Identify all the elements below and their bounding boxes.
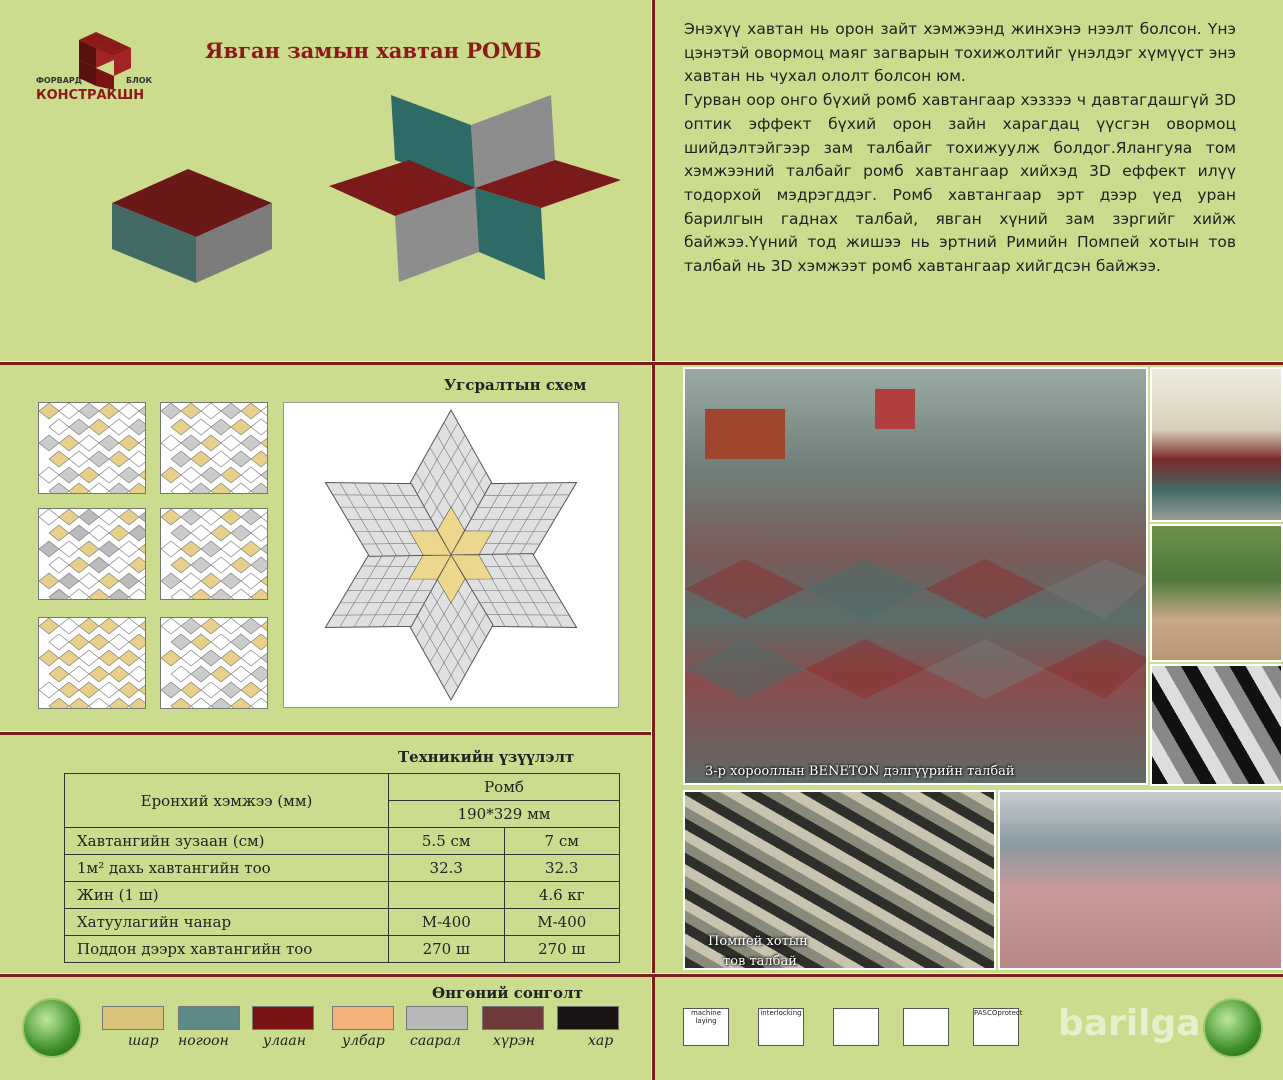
color-swatch-4 <box>332 1006 394 1030</box>
description-paragraph-2: Гурван оор онго бүхий ромб хавтангаар хэззээ ч давтагдашгүй 3D оптик эффект бүхий орон зайн харагдац үүсгэн овормоц шийдэлтэйгээр зам талбайг тохижуулж болдог.Ялангуяа том хэмжээний талбайг ромб хавтангаар хийхэд 3D еффект илүү тодорхой мэдрэгддэг. Ромб хавтангаар эрт дээр үед уран барилгын гаднах талбай, явган хүний зам зэргийг хийж байжээ.Үүний тод жишээ нь эртний Римийн Помпей хотын тов талбай нь 3D хэмжээт ромб хавтангаар хийгдсэн байжээ. <box>684 91 1236 276</box>
colors-section-title: Өнгөний сонголт <box>432 984 583 1002</box>
color-swatch-1 <box>102 1006 164 1030</box>
table-cell: 270 ш <box>389 936 505 963</box>
layout-section-title: Угсралтын схем <box>444 376 587 394</box>
paving-pattern-image <box>685 369 1148 785</box>
logo-brand-name: КОНСТРАКШН <box>36 88 145 103</box>
side-photo-2 <box>1150 524 1283 662</box>
certification-badge-icon <box>903 1008 949 1046</box>
certification-badge-icon: PASCOprotect <box>973 1008 1019 1046</box>
table-header-size: 190*329 мм <box>389 801 620 828</box>
tech-spec-table <box>64 773 620 963</box>
color-swatch-label: улаан <box>263 1033 306 1049</box>
table-row <box>65 936 620 963</box>
eco-globe-icon-right <box>1203 998 1263 1058</box>
pompeii-caption-line2: тов талбай <box>723 954 797 969</box>
table-row <box>65 828 620 855</box>
color-swatch-label: саарал <box>410 1033 461 1049</box>
table-cell: 1м² дахь хавтангийн тоо <box>65 855 389 882</box>
layout-pattern-1 <box>38 402 146 494</box>
layout-pattern-5 <box>38 617 146 709</box>
table-cell: Хатуулагийн чанар <box>65 909 389 936</box>
table-cell: 270 ш <box>504 936 620 963</box>
color-swatch-3 <box>252 1006 314 1030</box>
table-cell: 4.6 кг <box>504 882 620 909</box>
logo-word-left: ФОРВАРД <box>36 76 82 85</box>
table-cell: Поддон дээрх хавтангийн тоо <box>65 936 389 963</box>
tech-section-title: Техникийн үзүүлэлт <box>398 748 575 766</box>
table-row <box>65 855 620 882</box>
color-swatch-label: хүрэн <box>493 1033 535 1049</box>
rhombus-tile-cube-image <box>108 165 276 285</box>
color-swatch-label: шар <box>128 1033 159 1049</box>
table-header-product: Ромб <box>389 774 620 801</box>
table-row <box>65 774 620 801</box>
plaza-photo <box>998 790 1283 970</box>
divider-bottom <box>0 973 1283 977</box>
color-swatch-label: ногоон <box>178 1033 229 1049</box>
color-swatch-label: хар <box>588 1033 614 1049</box>
table-cell: 32.3 <box>504 855 620 882</box>
table-cell: М-400 <box>389 909 505 936</box>
color-swatch-2 <box>178 1006 240 1030</box>
layout-pattern-2 <box>160 402 268 494</box>
table-cell: Жин (1 ш) <box>65 882 389 909</box>
color-swatch-label: улбар <box>342 1033 385 1049</box>
side-photo-3 <box>1150 664 1283 786</box>
product-description <box>684 18 1236 279</box>
main-photo-caption: 3-р хорооллын BENETON дэлгүүрийн талбай <box>705 764 1015 779</box>
barilga-watermark: barilga <box>1058 1003 1201 1044</box>
rhombus-star-image <box>325 90 625 290</box>
table-cell: 32.3 <box>389 855 505 882</box>
logo-word-right: БЛОК <box>126 76 153 85</box>
table-cell: 5.5 см <box>389 828 505 855</box>
table-row <box>65 882 620 909</box>
star-layout-scheme <box>283 402 619 708</box>
main-photo <box>683 367 1148 785</box>
table-cell: Хавтангийн зузаан (см) <box>65 828 389 855</box>
table-cell: М-400 <box>504 909 620 936</box>
layout-pattern-3 <box>38 508 146 600</box>
table-cell: 7 см <box>504 828 620 855</box>
color-swatch-6 <box>482 1006 544 1030</box>
table-header-label: Еронхий хэмжээ (мм) <box>65 774 389 828</box>
side-photo-1 <box>1150 367 1283 522</box>
layout-pattern-6 <box>160 617 268 709</box>
color-swatch-7 <box>557 1006 619 1030</box>
certification-badge-icon: interlocking <box>758 1008 804 1046</box>
pompeii-caption-line1: Помпей хотын <box>708 934 808 949</box>
eco-globe-icon <box>22 998 82 1058</box>
divider-middle <box>0 731 651 735</box>
page-title: Явган замын хавтан РОМБ <box>205 38 542 63</box>
vertical-divider <box>651 0 655 1080</box>
certification-badge-icon <box>833 1008 879 1046</box>
color-swatch-5 <box>406 1006 468 1030</box>
layout-pattern-4 <box>160 508 268 600</box>
table-row <box>65 909 620 936</box>
certification-badge-icon: machine laying <box>683 1008 729 1046</box>
description-paragraph-1: Энэхүү хавтан нь орон зайт хэмжээнд жинхэнэ нээлт болсон. Үнэ цэнэтэй овормоц маяг загварын тохижолтийг үнэлдэг хүмүүст энэ хавтан нь чухал ололт болсон юм. <box>684 20 1236 86</box>
divider-top <box>0 361 1283 365</box>
table-cell <box>389 882 505 909</box>
